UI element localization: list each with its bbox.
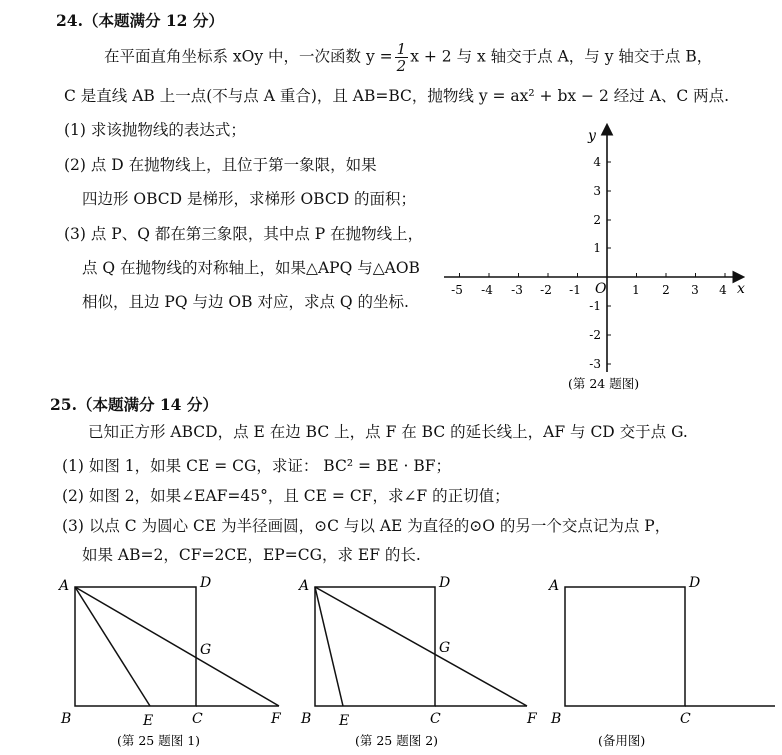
q24-part3-line1: (3) 点 P、Q 都在第三象限，其中点 P 在抛物线上， <box>64 225 424 243</box>
q25-spare-figure <box>543 572 778 752</box>
y-axis-label: y <box>588 128 596 144</box>
q24-part2-line2: 四边形 OBCD 是梯形，求梯形 OBCD 的面积； <box>82 190 417 208</box>
y-tick-label: 1 <box>593 241 601 255</box>
point-label-a: A <box>549 578 560 594</box>
x-tick-label: 2 <box>662 283 670 297</box>
point-label-b: B <box>61 711 72 727</box>
q24-line1 <box>104 41 712 74</box>
point-label-d: D <box>689 575 701 591</box>
q25-figure-1 <box>55 572 300 752</box>
y-tick-label: -2 <box>589 328 601 342</box>
x-tick-label: -5 <box>451 283 463 297</box>
point-label-d: D <box>439 575 451 591</box>
point-label-e: E <box>143 713 154 729</box>
segment-ae <box>315 587 343 706</box>
square-abcd <box>565 587 685 706</box>
q24-part2-line1: (2) 点 D 在抛物线上，且位于第一象限，如果 <box>64 156 377 174</box>
q25-figure-2 <box>295 572 550 752</box>
q25-part3-line1: (3) 以点 C 为圆心 CE 为半径画圆，⊙C 与以 AE 为直径的⊙O 的另一个交点记为点 P， <box>62 517 671 535</box>
point-label-c: C <box>430 711 441 727</box>
point-label-b: B <box>551 711 562 727</box>
y-tick-label: -1 <box>589 299 601 313</box>
fraction-denominator: 2 <box>396 57 407 75</box>
square-abcd <box>315 587 435 706</box>
point-label-g: G <box>200 642 212 658</box>
q25-line1: 已知正方形 ABCD，点 E 在边 BC 上，点 F 在 BC 的延长线上，AF 与 CD 交于点 G. <box>88 423 688 441</box>
q25-part2: (2) 如图 2，如果∠EAF=45°，且 CE = CF，求∠F 的正切值； <box>62 487 510 505</box>
x-tick-label: 3 <box>691 283 699 297</box>
segment-af <box>75 587 279 706</box>
q24-line1-post: x + 2 与 x 轴交于点 A，与 y 轴交于点 B， <box>410 47 713 66</box>
spare-figure-caption: (备用图) <box>598 733 646 748</box>
point-label-a: A <box>59 578 70 594</box>
point-label-a: A <box>299 578 310 594</box>
q24-part3-line3: 相似，且边 PQ 与边 OB 对应，求点 Q 的坐标. <box>82 293 409 311</box>
y-tick-label: 3 <box>593 184 601 198</box>
q25-part1: (1) 如图 1，如果 CE = CG，求证： BC² = BE · BF； <box>62 457 452 475</box>
point-label-f: F <box>271 711 281 727</box>
point-label-b: B <box>301 711 312 727</box>
q24-line1-pre: 在平面直角坐标系 xOy 中，一次函数 y = <box>104 47 393 66</box>
q25-part3-line2: 如果 AB=2，CF=2CE，EP=CG，求 EF 的长. <box>82 546 421 564</box>
x-tick-label: -1 <box>569 283 581 297</box>
q24-line2: C 是直线 AB 上一点(不与点 A 重合)，且 AB=BC，抛物线 y = ax² + bx − 2 经过 A、C 两点. <box>64 87 730 105</box>
fraction-one-half <box>395 41 409 74</box>
x-tick-label: 4 <box>719 283 727 297</box>
q24-coordinate-graph <box>440 120 760 390</box>
point-label-g: G <box>439 640 451 656</box>
figure-2-caption: (第 25 题图 2) <box>355 733 439 748</box>
point-label-e: E <box>339 713 350 729</box>
y-tick-label: 4 <box>593 155 601 169</box>
fraction-numerator: 1 <box>396 40 407 58</box>
point-label-f: F <box>527 711 537 727</box>
x-tick-label: -4 <box>481 283 493 297</box>
y-tick-label: -3 <box>589 357 601 371</box>
q25-header: 25.（本题满分 14 分） <box>50 395 218 414</box>
q24-header: 24.（本题满分 12 分） <box>56 11 224 30</box>
y-tick-label: 2 <box>593 213 601 227</box>
q24-part1: (1) 求该抛物线的表达式； <box>64 121 246 139</box>
q24-figure-caption: (第 24 题图) <box>568 376 640 390</box>
origin-label: O <box>595 281 607 297</box>
segment-af <box>315 587 527 706</box>
point-label-d: D <box>200 575 212 591</box>
q24-part3-line2: 点 Q 在抛物线的对称轴上，如果△APQ 与△AOB <box>82 259 420 277</box>
point-label-c: C <box>680 711 691 727</box>
x-tick-label: -2 <box>540 283 552 297</box>
figure-1-caption: (第 25 题图 1) <box>117 733 201 748</box>
x-axis-label: x <box>737 281 745 297</box>
point-label-c: C <box>192 711 203 727</box>
x-tick-label: 1 <box>632 283 640 297</box>
segment-ae <box>75 587 150 706</box>
x-tick-label: -3 <box>511 283 523 297</box>
